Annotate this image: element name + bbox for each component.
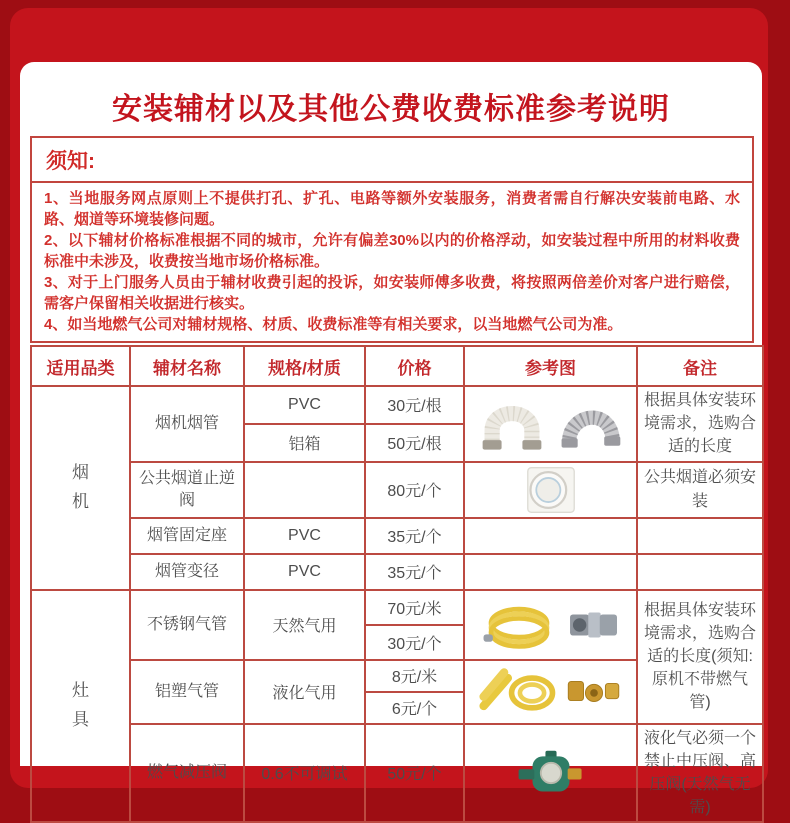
steel-pipe-name: 不锈钢气管 (130, 590, 244, 660)
duct-reducer-image-cell (464, 554, 637, 590)
header-price: 价格 (365, 346, 464, 386)
steel-pipe-spec: 天然气用 (244, 590, 365, 660)
brass-fittings-icon (565, 672, 623, 712)
notice-item-1: 1、当地服务网点原则上不提供打孔、扩孔、电路等额外安装服务，消费者需自行解决安装前电路、水路、烟道等环境装修问题。 (44, 190, 740, 228)
steel-pipe-image-cell (464, 590, 637, 660)
alu-pipe-image-cell (464, 660, 637, 724)
header-reference-image: 参考图 (464, 346, 637, 386)
category-hood-label: 烟机 (71, 462, 89, 511)
check-valve-spec (244, 462, 365, 518)
table-row (31, 462, 763, 518)
regulator-note: 液化气必须一个禁止中压阀、高压阀(天然气无需) (637, 724, 763, 823)
duct-mount-note (637, 518, 763, 554)
notice-item-3: 3、对于上门服务人员由于辅材收费引起的投诉，如安装师傅多收费，将按照两倍差价对客户进行赔偿，需客户保留相关收据进行核实。 (44, 274, 740, 312)
duct-reducer-name: 烟管变径 (130, 554, 244, 590)
notice-heading: 须知: (32, 138, 752, 183)
hood-duct-price-pvc: 30元/根 (365, 386, 464, 424)
category-stove-cell (31, 590, 130, 823)
check-valve-name: 公共烟道止逆阀 (130, 462, 244, 518)
steel-pipe-price-per-piece: 30元/个 (365, 625, 464, 660)
pvc-flex-duct-icon (476, 396, 548, 452)
duct-reducer-price: 35元/个 (365, 554, 464, 590)
check-valve-note: 公共烟道必须安装 (637, 462, 763, 518)
notice-item-4: 4、如当地燃气公司对辅材规格、材质、收费标准等有相关要求，以当地燃气公司为准。 (44, 316, 623, 333)
hood-duct-spec-foil: 铝箱 (244, 424, 365, 462)
yellow-coil-hose-icon (479, 597, 559, 653)
regulator-image-cell (464, 724, 637, 823)
table-row (31, 554, 763, 590)
table-row (31, 386, 763, 424)
gas-pressure-regulator-icon (509, 748, 593, 798)
regulator-price: 50元/个 (365, 724, 464, 823)
check-valve-image-cell (464, 462, 637, 518)
duct-reducer-note (637, 554, 763, 590)
alu-pipe-spec: 液化气用 (244, 660, 365, 724)
hood-duct-spec-pvc: PVC (244, 386, 365, 424)
content-panel (20, 62, 762, 817)
duct-mount-price: 35元/个 (365, 518, 464, 554)
alu-pipe-price-per-piece: 6元/个 (365, 692, 464, 724)
notice-item-2: 2、以下辅材价格标准根据不同的城市，允许有偏差30%以内的价格浮动，如安装过程中所用的材料收费标准中未涉及，收费按当地市场价格标准。 (44, 232, 740, 270)
regulator-spec: 0.6不可调试 (244, 724, 365, 823)
steel-pipe-price-per-meter: 70元/米 (365, 590, 464, 625)
header-spec: 规格/材质 (244, 346, 365, 386)
hood-duct-name: 烟机烟管 (130, 386, 244, 462)
alu-pipe-price-per-meter: 8元/米 (365, 660, 464, 692)
duct-mount-name: 烟管固定座 (130, 518, 244, 554)
notice-body (32, 183, 752, 341)
duct-mount-image-cell (464, 518, 637, 554)
page-title: 安装辅材以及其他公费收费标准参考说明 (112, 93, 670, 126)
hood-duct-note: 根据具体安装环境需求，选购合适的长度 (637, 386, 763, 462)
table-row (31, 724, 763, 823)
header-category: 适用品类 (31, 346, 130, 386)
alu-pipe-name: 铝塑气管 (130, 660, 244, 724)
flue-check-valve-icon (520, 465, 582, 515)
table-header-row (31, 346, 763, 386)
aluminum-flex-duct-icon (554, 396, 626, 452)
hood-duct-price-foil: 50元/根 (365, 424, 464, 462)
table-row (31, 518, 763, 554)
table-row (31, 590, 763, 625)
header-material-name: 辅材名称 (130, 346, 244, 386)
stove-pipes-note: 根据具体安装环境需求，选购合适的长度(须知:原机不带燃气管) (637, 590, 763, 724)
check-valve-price: 80元/个 (365, 462, 464, 518)
category-hood-cell (31, 386, 130, 590)
steel-fitting-icon (565, 602, 623, 648)
fee-table (30, 345, 764, 823)
duct-reducer-spec: PVC (244, 554, 365, 590)
yellow-hose-icon (479, 665, 559, 719)
header-remark: 备注 (637, 346, 763, 386)
category-stove-label: 灶具 (71, 681, 89, 729)
notice-box (30, 136, 754, 343)
duct-mount-spec: PVC (244, 518, 365, 554)
regulator-name: 燃气减压阀 (130, 724, 244, 823)
hood-duct-image-cell (464, 386, 637, 462)
